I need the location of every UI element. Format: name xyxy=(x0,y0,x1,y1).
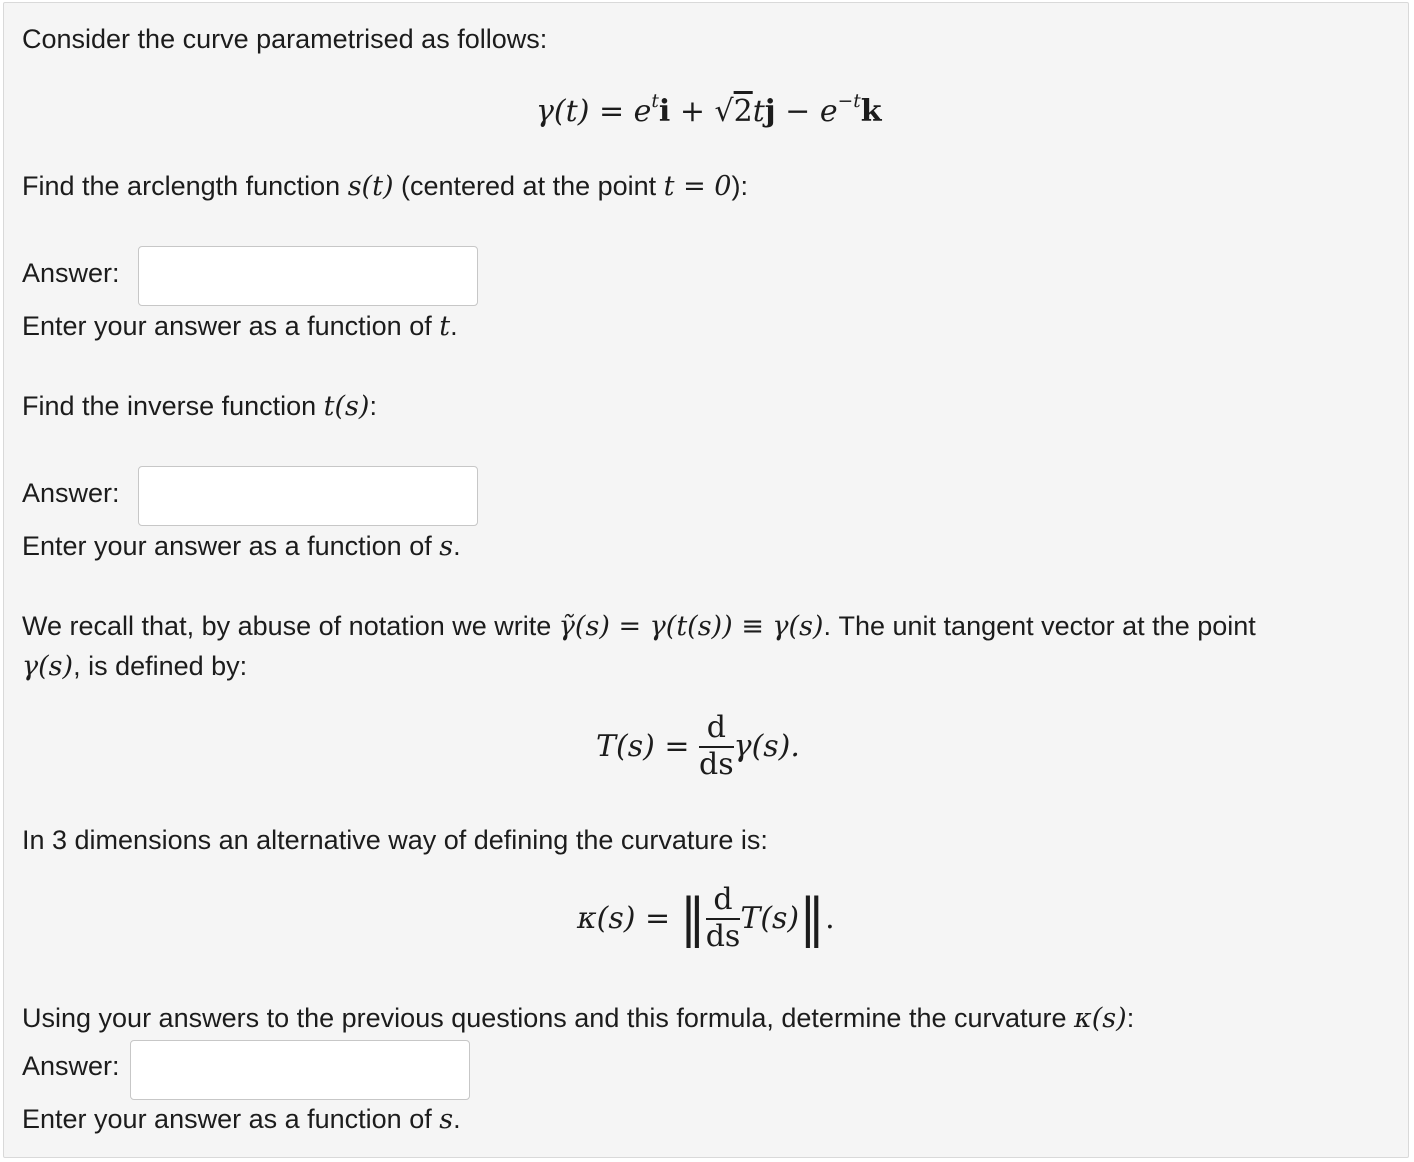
curvature-fraction: $\frac{d}{ds}$ xyxy=(705,882,741,954)
q3-hint: Enter your answer as a function of s. xyxy=(22,1104,461,1135)
recall-line-2: γ(s), is defined by: xyxy=(22,651,248,682)
norm-bar-right: ‖ xyxy=(799,888,826,949)
curvature-intro: In 3 dimensions an alternative way of defining the curvature is: xyxy=(22,825,768,855)
norm-bar-left: ‖ xyxy=(679,888,706,949)
q2-prompt: Find the inverse function t(s): xyxy=(22,391,377,422)
q3-prompt: Using your answers to the previous questions and this formula, determine the curvature κ(s): xyxy=(22,1003,1135,1034)
intro-text: Consider the curve parametrised as follows: xyxy=(22,24,548,54)
q2-answer-input[interactable] xyxy=(138,466,478,526)
q1-answer-label: Answer: xyxy=(22,258,120,288)
tangent-fraction: $\frac{d}{ds}$ xyxy=(699,710,734,782)
tangent-equation: T(s) = $\frac{d}{ds}$ γ(s). xyxy=(596,710,800,782)
q1-hint: Enter your answer as a function of t. xyxy=(22,311,458,342)
q1-prompt: Find the arclength function s(t) (centered at the point t = 0): xyxy=(22,171,748,202)
q2-hint: Enter your answer as a function of s. xyxy=(22,531,461,562)
curve-equation: $\gamma(t) = e^ti + √2tj - e^{-t}k$ xyxy=(536,91,882,129)
q2-answer-label: Answer: xyxy=(22,478,120,508)
curvature-equation: κ(s) = ‖ $\frac{d}{ds}$ T(s)‖. xyxy=(577,882,835,954)
q3-answer-label: Answer: xyxy=(22,1051,120,1081)
q1-answer-input[interactable] xyxy=(138,246,478,306)
q3-answer-input[interactable] xyxy=(130,1040,470,1100)
recall-line-1: We recall that, by abuse of notation we write γ̃(s) = γ(t(s)) ≡ γ(s). The unit tangent vector at the point xyxy=(22,611,1256,642)
